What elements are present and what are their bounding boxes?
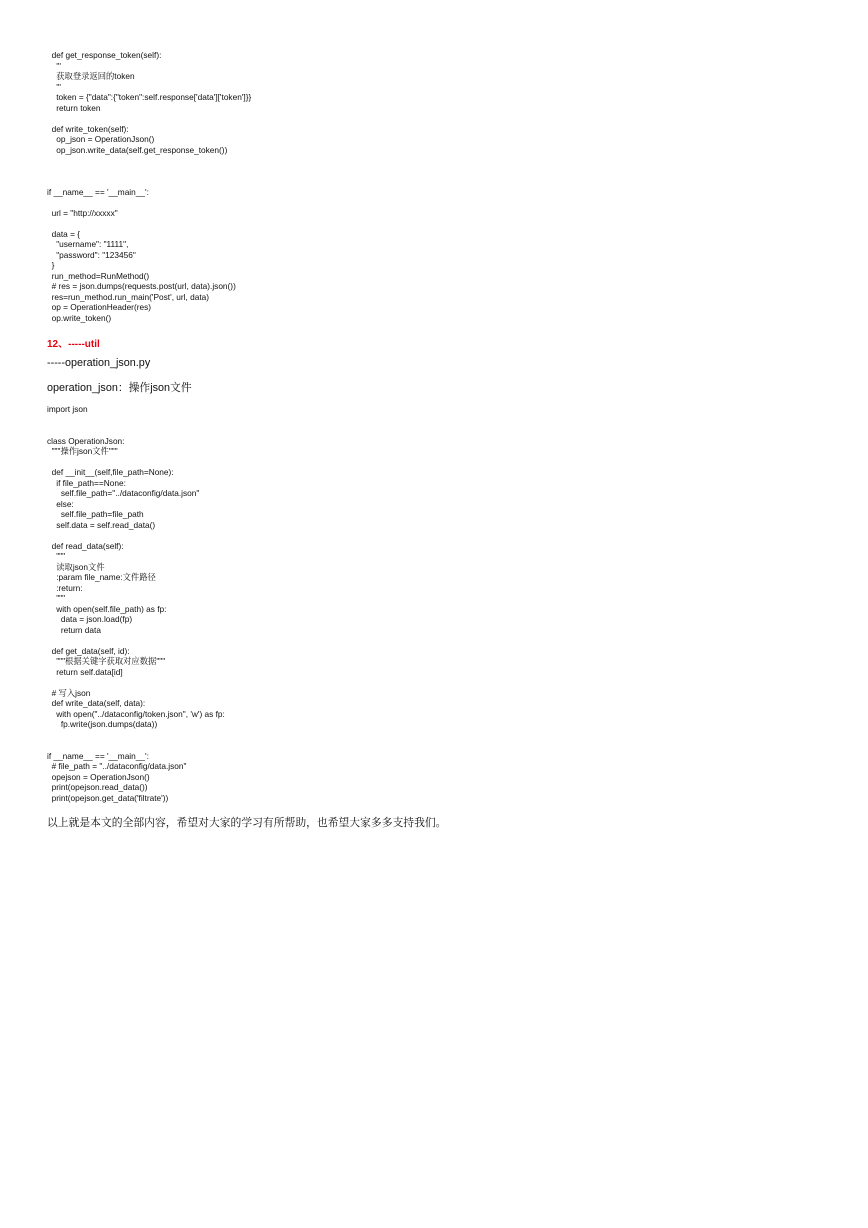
closing-paragraph: 以上就是本文的全部内容，希望对大家的学习有所帮助，也希望大家多多支持我们。: [47, 817, 447, 829]
code-block-operation-json: import json class OperationJson: """操作json文件""" def __init__(self,file_path=None): if file_path==None: self.file_path="../dataconfig/data.json" else: self.file_path=file_path self.data = self.read_data() def read_data(self): """ 读取json文件 :param file_name:文件路径 :return: """ with open(self.file_path) as fp: data = json.load(fp) return data def get_data(self, id): """根据关键字获取对应数据""" return self.data[id] # 写入json def write_data(self, data): with open("../dataconfig/token.json", 'w') as fp: fp.write(json.dumps(data)) if __name__ == '__main__': # file_path = "../dataconfig/data.json" opejson = OperationJson() print(opejson.read_data()) print(opejson.get_data('filtrate')): [47, 404, 225, 803]
file-label: -----operation_json.py: [47, 357, 151, 369]
section-heading-util: 12、-----util: [47, 339, 100, 350]
code-block-response-token: def get_response_token(self): ''' 获取登录返回的token ''' token = {"data":{"token":self.response['data']['token']}} return token def write_token(self): op_json = OperationJson() op_json.write_data(self.get_response_token()) if __name__ == '__main__': url = "http://xxxxx" data = { "username": "1111", "password": "123456" } run_method=RunMethod() # res = json.dumps(requests.post(url, data).json()) res=run_method.run_main('Post', url, data) op = OperationHeader(res) op.write_token(): [47, 50, 252, 323]
file-description: operation_json：操作json文件: [47, 382, 192, 394]
